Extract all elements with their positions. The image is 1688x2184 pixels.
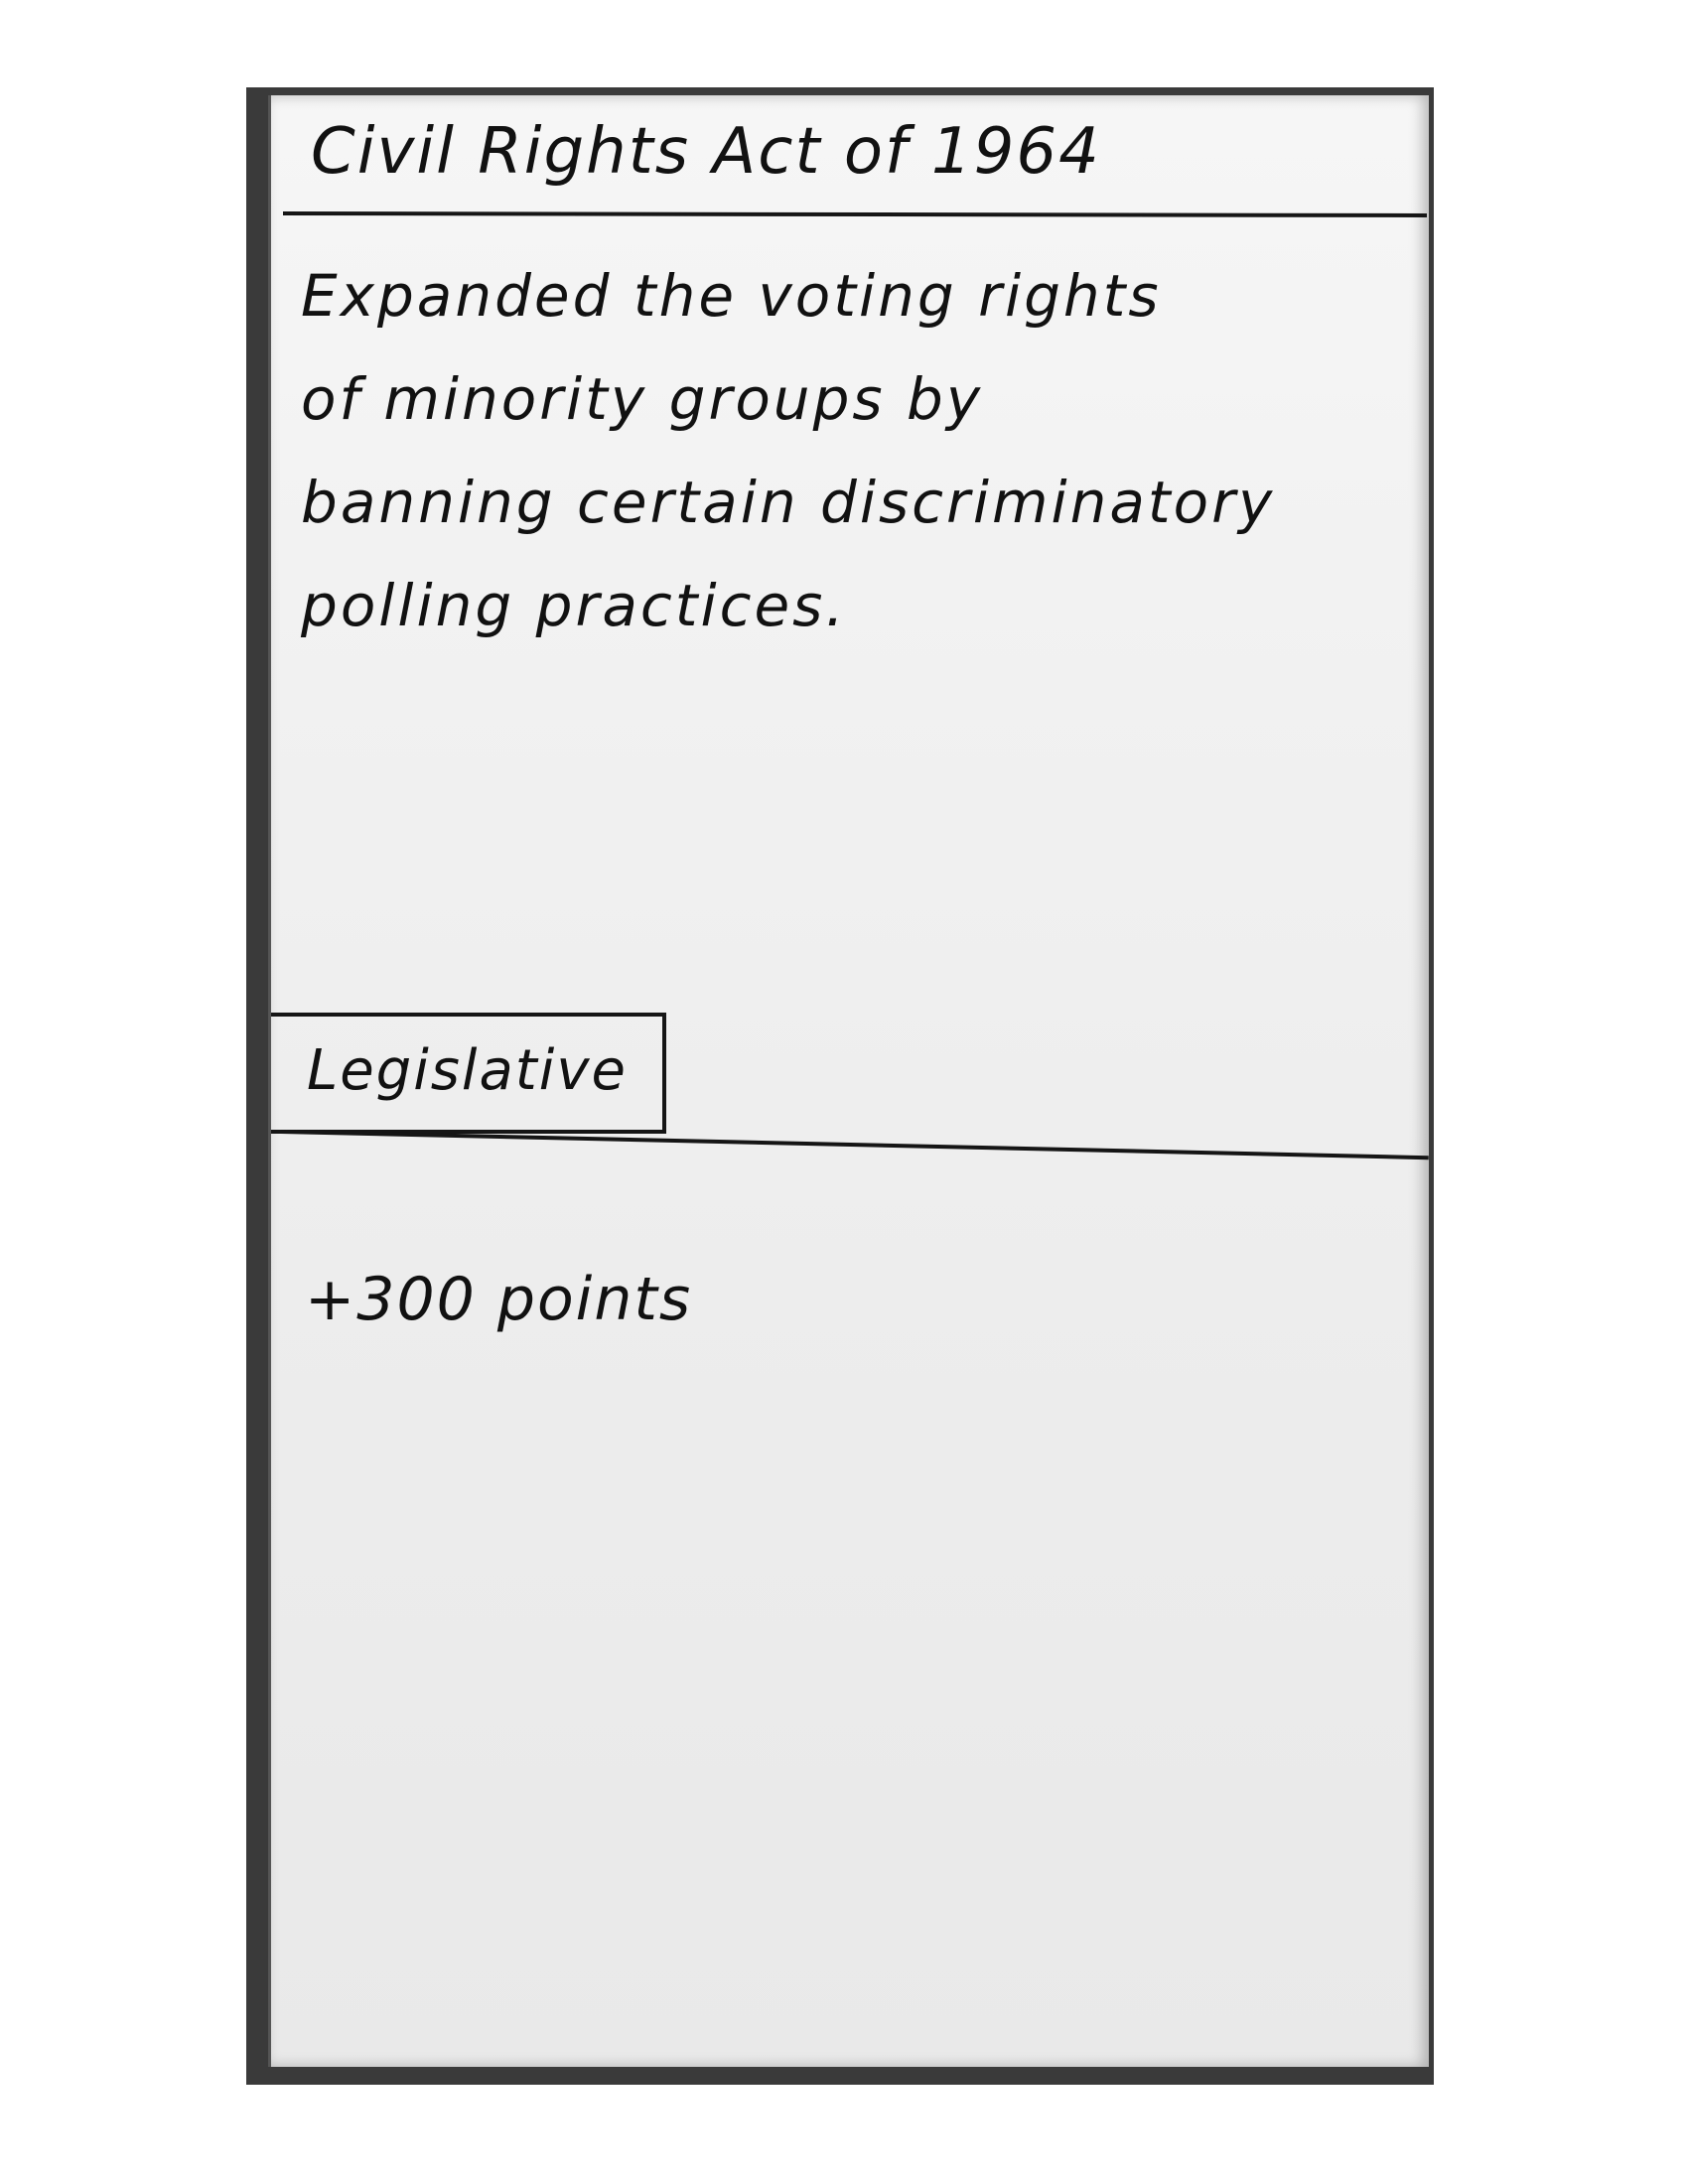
card-title: Civil Rights Act of 1964 (311, 115, 1101, 189)
game-card (268, 95, 1429, 2067)
description-line: Expanded the voting rights (301, 262, 1162, 330)
description-line: banning certain discriminatory (301, 469, 1276, 536)
title-divider (283, 211, 1427, 217)
category-divider (281, 1130, 1429, 1160)
points-value: +300 points (305, 1265, 693, 1334)
description-line: polling practices. (301, 572, 847, 639)
description-line: of minority groups by (301, 365, 984, 433)
card-description (301, 244, 1353, 657)
category-label: Legislative (307, 1038, 628, 1103)
category-tab (271, 1013, 666, 1134)
